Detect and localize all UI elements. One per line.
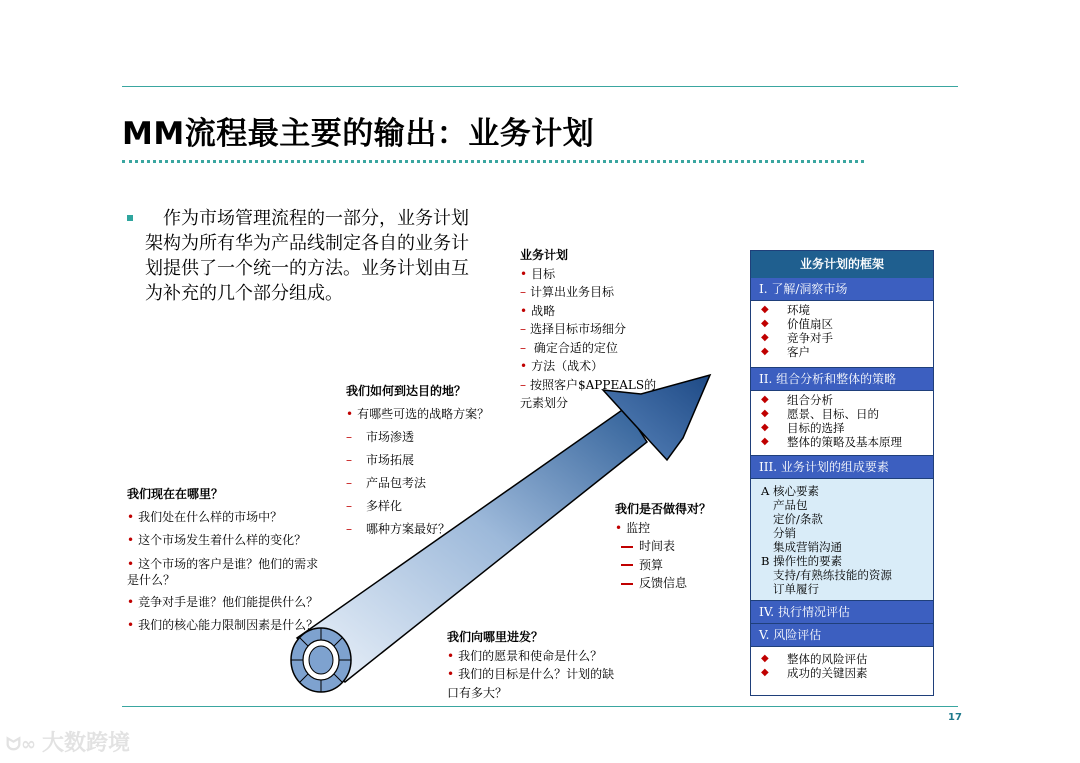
top-rule bbox=[122, 86, 958, 87]
framework-section-1-list bbox=[751, 300, 933, 367]
diamond-icon: ◆ bbox=[761, 304, 769, 315]
list-item: • 目标 bbox=[520, 266, 556, 281]
list-item: – 多样化 bbox=[346, 499, 403, 513]
list-item: – 计算出业务目标 bbox=[520, 285, 615, 299]
list-item: 分销 bbox=[773, 526, 796, 540]
list-item: – 哪种方案最好？ bbox=[346, 522, 451, 536]
list-item: • 这个市场发生着什么样的变化？ bbox=[127, 533, 307, 547]
diamond-icon: ◆ bbox=[761, 422, 769, 433]
watermark-logo-icon: ᗢ∞ bbox=[6, 734, 36, 755]
diamond-icon: ◆ bbox=[761, 408, 769, 419]
where-go-heading: 我们向哪里进发？ bbox=[447, 630, 544, 644]
list-item: 预算 bbox=[615, 556, 711, 575]
page-title: MM流程最主要的输出：业务计划 bbox=[122, 116, 595, 152]
doing-right-heading: 我们是否做得对？ bbox=[615, 502, 712, 516]
list-item: 时间表 bbox=[615, 537, 711, 556]
how-reach-heading: 我们如何到达目的地？ bbox=[346, 384, 467, 398]
business-plan-block bbox=[520, 246, 656, 413]
list-item: ◆ 愿景、目标、日的 bbox=[761, 407, 879, 421]
list-item: ◆ 整体的策略及基本原理 bbox=[761, 435, 902, 449]
list-item: • 我们的目标是什么？计划的缺 bbox=[447, 667, 615, 681]
diamond-icon: ◆ bbox=[761, 332, 769, 343]
framework-section-3-list bbox=[751, 478, 933, 600]
intro-paragraph bbox=[127, 206, 482, 306]
list-item: 订单履行 bbox=[773, 582, 819, 596]
list-item: • 这个市场的客户是谁？他们的需求 bbox=[127, 557, 319, 571]
list-item: • 有哪些可选的战略方案？ bbox=[346, 407, 490, 421]
list-item: • 战略 bbox=[520, 303, 556, 318]
list-item: – 产品包考法 bbox=[346, 476, 427, 490]
how-reach-block bbox=[346, 380, 489, 541]
diamond-icon: ◆ bbox=[761, 436, 769, 447]
list-item: – 选择目标市场细分 bbox=[520, 322, 627, 336]
list-item: 口有多大？ bbox=[447, 685, 508, 700]
doing-right-block bbox=[615, 500, 711, 593]
bottom-rule bbox=[122, 706, 958, 707]
list-item: 元素划分 bbox=[520, 396, 569, 410]
diamond-icon: ◆ bbox=[761, 318, 769, 329]
list-item: ◆ 客户 bbox=[761, 345, 810, 359]
watermark: ᗢ∞ 大数跨境 bbox=[6, 731, 130, 756]
framework-header: 业务计划的框架 bbox=[751, 251, 933, 278]
list-item: ◆ 成功的关键因素 bbox=[761, 666, 868, 680]
list-item: 是什么？ bbox=[127, 573, 176, 587]
list-item: ◆ 价值扇区 bbox=[761, 317, 833, 331]
list-item: • 方法（战术） bbox=[520, 359, 604, 373]
page-number: 17 bbox=[948, 712, 962, 723]
framework-section-2: II. 组合分析和整体的策略 bbox=[751, 367, 933, 390]
list-item: • 我们的愿景和使命是什么？ bbox=[447, 648, 603, 663]
list-item: • 我们的核心能力限制因素是什么？ bbox=[127, 618, 319, 632]
list-item: 支持/有熟练技能的资源 bbox=[773, 568, 892, 582]
list-item: – 按照客户$APPEALS的 bbox=[520, 377, 657, 392]
where-now-heading: 我们现在在哪里？ bbox=[127, 487, 224, 501]
list-item: ◆ 整体的风险评估 bbox=[761, 652, 868, 666]
list-item: • 我们处在什么样的市场中？ bbox=[127, 510, 283, 524]
list-item: B 操作性的要素 bbox=[761, 554, 843, 568]
list-item: – 确定合适的定位 bbox=[520, 340, 618, 355]
framework-panel bbox=[750, 250, 934, 696]
list-item: A 核心要素 bbox=[761, 484, 819, 498]
list-item: ◆ 环境 bbox=[761, 303, 810, 317]
list-item: • 竞争对手是谁？他们能提供什么？ bbox=[127, 595, 319, 609]
framework-section-1: I. 了解/洞察市场 bbox=[751, 278, 933, 300]
list-item: ◆ 目标的选择 bbox=[761, 421, 845, 435]
framework-section-5-list bbox=[751, 646, 933, 688]
list-item: 反馈信息 bbox=[615, 574, 711, 593]
title-dotted-rule bbox=[122, 160, 864, 163]
list-item: – 市场渗透 bbox=[346, 430, 415, 444]
diamond-icon: ◆ bbox=[761, 394, 769, 405]
where-now-block bbox=[127, 483, 318, 637]
framework-section-5: V. 风险评估 bbox=[751, 623, 933, 646]
list-item: ◆ 组合分析 bbox=[761, 393, 833, 407]
list-item: 定价/条款 bbox=[773, 512, 823, 526]
where-go-block bbox=[447, 628, 614, 702]
list-item: – 市场拓展 bbox=[346, 453, 415, 467]
intro-text: 作为市场管理流程的一部分，业务计划架构为所有华为产品线制定各自的业务计划提供了一个统一的方法。业务计划由互为补充的几个部分组成。 bbox=[145, 208, 469, 304]
square-bullet-icon bbox=[127, 215, 133, 221]
business-plan-heading: 业务计划 bbox=[520, 248, 569, 262]
list-item: 集成营销沟通 bbox=[773, 540, 842, 554]
list-item: 产品包 bbox=[773, 498, 808, 512]
list-item: • 监控 bbox=[615, 520, 651, 535]
framework-section-2-list bbox=[751, 390, 933, 455]
framework-section-3: III. 业务计划的组成要素 bbox=[751, 455, 933, 478]
framework-section-4: IV. 执行情况评估 bbox=[751, 600, 933, 623]
diamond-icon: ◆ bbox=[761, 667, 769, 678]
list-item: ◆ 竞争对手 bbox=[761, 331, 833, 345]
diamond-icon: ◆ bbox=[761, 346, 769, 357]
diamond-icon: ◆ bbox=[761, 653, 769, 664]
